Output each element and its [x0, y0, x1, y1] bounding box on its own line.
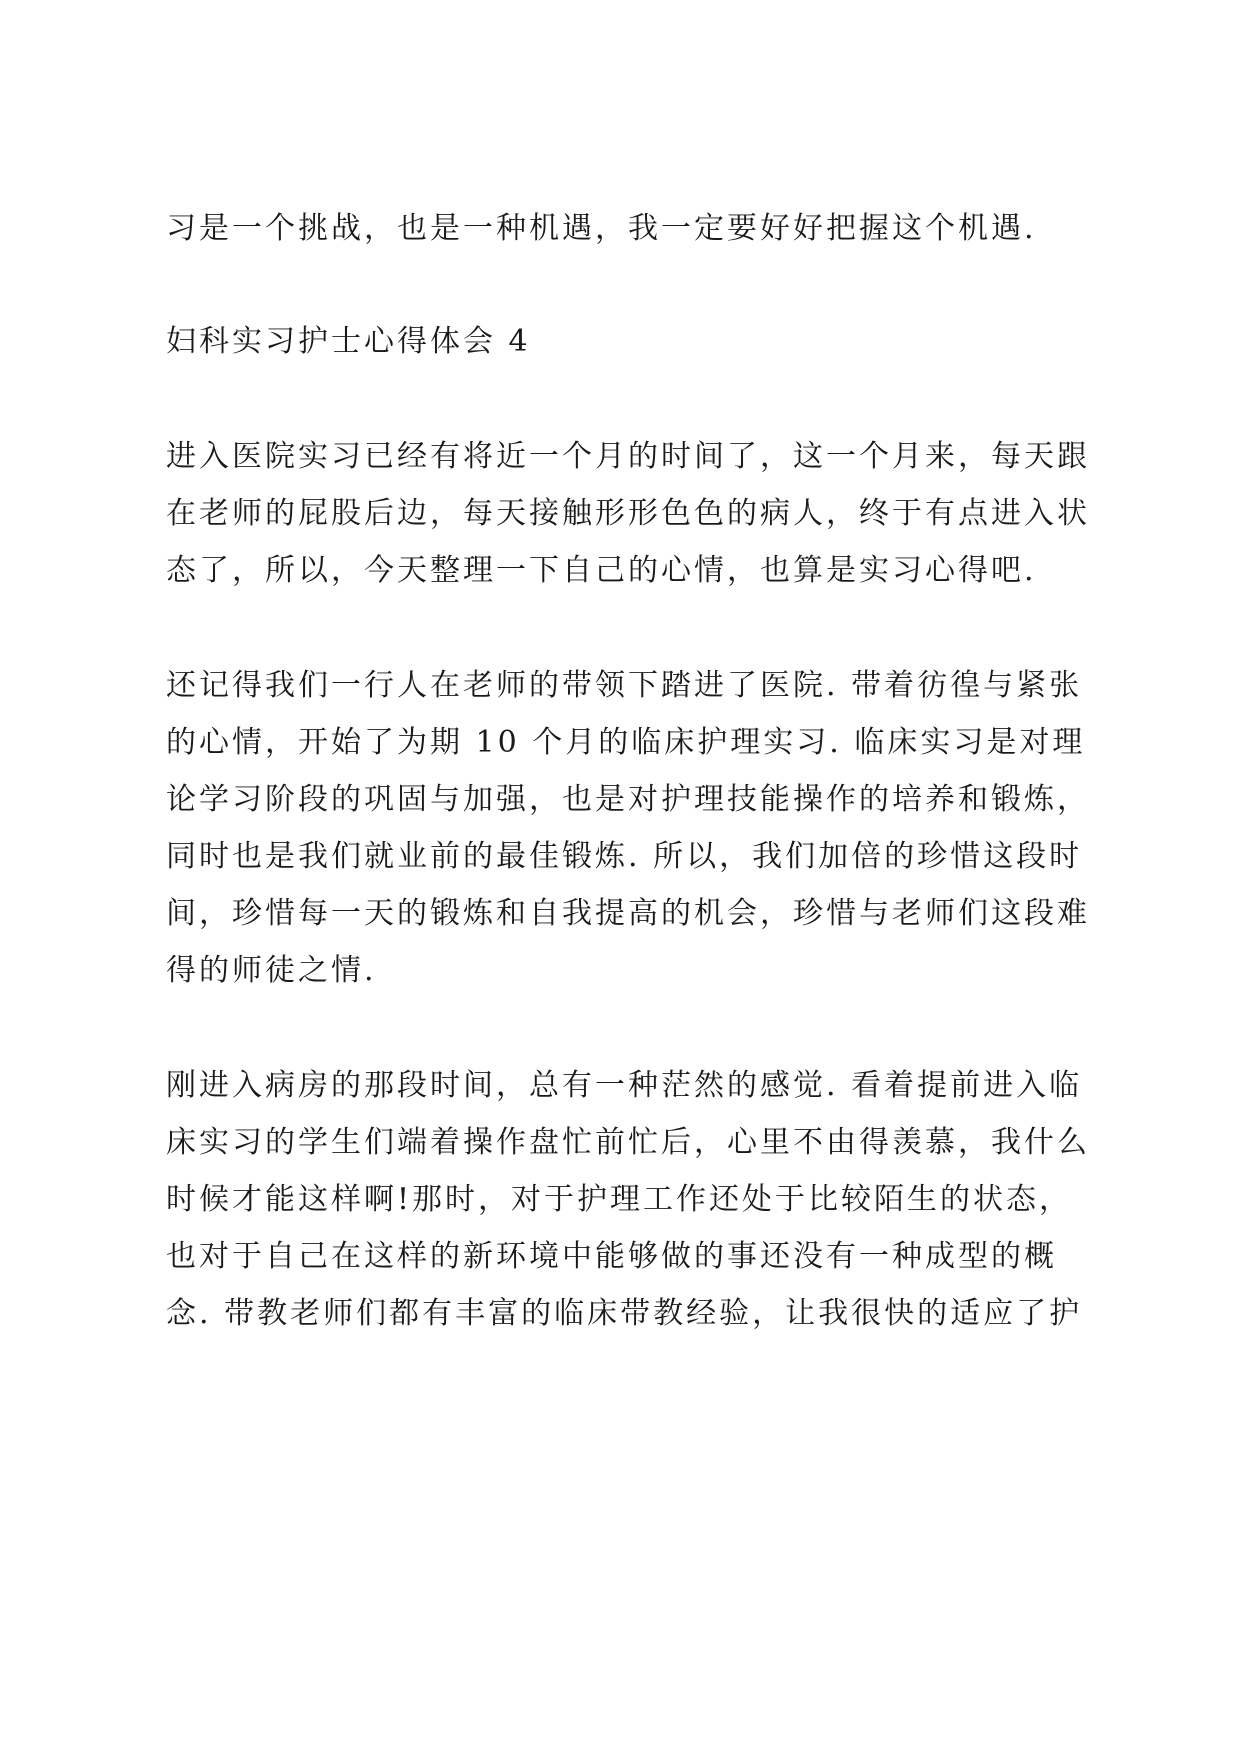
paragraph-line: 态了，所以，今天整理一下自己的心情，也算是实习心得吧. — [166, 553, 1037, 588]
paragraph-line: 同时也是我们就业前的最佳锻炼. 所以，我们加倍的珍惜这段时 — [166, 839, 1083, 874]
paragraph-line: 在老师的屁股后边，每天接触形形色色的病人，终于有点进入状 — [166, 496, 1090, 531]
paragraph-line: 还记得我们一行人在老师的带领下踏进了医院. 带着彷徨与紧张 — [166, 668, 1083, 703]
paragraph-line: 念. 带教老师们都有丰富的临床带教经验，让我很快的适应了护 — [166, 1296, 1083, 1331]
paragraph-line: 床实习的学生们端着操作盘忙前忙后，心里不由得羡慕，我什么 — [166, 1125, 1090, 1160]
paragraph-line: 习是一个挑战，也是一种机遇，我一定要好好把握这个机遇. — [166, 211, 1037, 246]
paragraph-line: 进入医院实习已经有将近一个月的时间了，这一个月来，每天跟 — [166, 439, 1090, 474]
paragraph-line: 刚进入病房的那段时间，总有一种茫然的感觉. 看着提前进入临 — [166, 1068, 1083, 1103]
paragraph-line: 论学习阶段的巩固与加强，也是对护理技能操作的培养和锻炼， — [166, 782, 1090, 817]
paragraph-line: 的心情，开始了为期 10 个月的临床护理实习. 临床实习是对理 — [166, 725, 1086, 760]
paragraph-line: 也对于自己在这样的新环境中能够做的事还没有一种成型的概 — [166, 1239, 1057, 1274]
paragraph-line: 间，珍惜每一天的锻炼和自我提高的机会，珍惜与老师们这段难 — [166, 896, 1090, 931]
section-heading: 妇科实习护士心得体会 4 — [166, 324, 531, 359]
paragraph-line: 得的师徒之情. — [166, 953, 377, 988]
paragraph-line: 时候才能这样啊!那时，对于护理工作还处于比较陌生的状态， — [166, 1182, 1073, 1217]
